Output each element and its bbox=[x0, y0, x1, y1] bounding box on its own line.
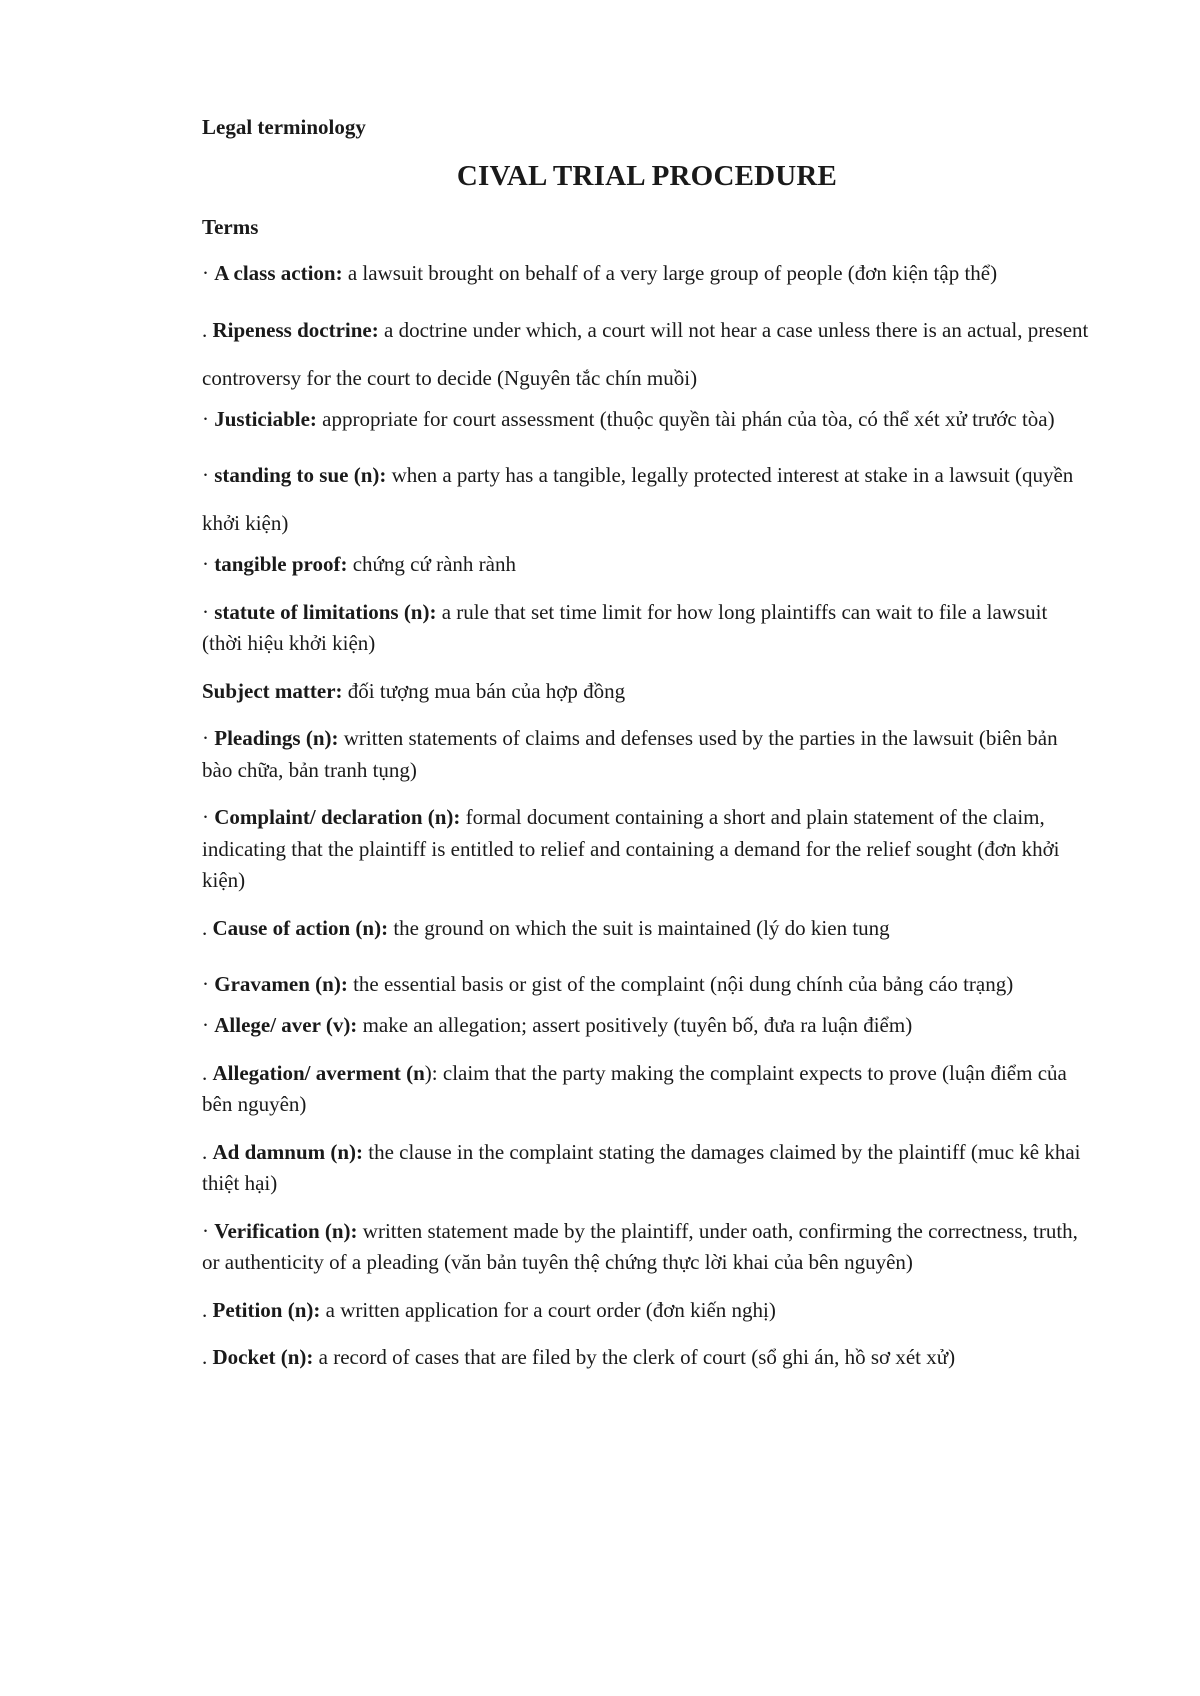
term-definition: appropriate for court assessment (thuộc quyền tài phán của tòa, có thể xét xử trước tòa) bbox=[322, 406, 1055, 431]
term-definition: the essential basis or gist of the complaint (nội dung chính của bảng cáo trạng) bbox=[353, 972, 1014, 996]
page-title: CIVAL TRIAL PROCEDURE bbox=[456, 160, 838, 192]
term-definition: written statements of claims and defenses used by the parties in the lawsuit (biên bản bào chữa, bản tranh tụng) bbox=[202, 726, 1058, 782]
section-heading-terms: Terms bbox=[202, 215, 259, 239]
term-entry bbox=[202, 723, 1092, 786]
term-name: Allegation/ averment (n bbox=[212, 1060, 425, 1085]
term-definition: the ground on which the suit is maintained (lý do kien tung bbox=[393, 915, 890, 940]
term-definition: a rule that set time limit for how long plaintiffs can wait to file a lawsuit (thời hiệu khởi kiện) bbox=[202, 599, 1048, 655]
term-entry bbox=[202, 1010, 1092, 1042]
term-bullet: · bbox=[202, 261, 215, 285]
term-bullet: . bbox=[202, 1060, 213, 1085]
term-definition: when a party has a tangible, legally protected interest at stake in a lawsuit (quyền khởi kiện) bbox=[202, 463, 1074, 535]
term-entry bbox=[202, 1216, 1092, 1279]
term-bullet: · bbox=[202, 805, 215, 829]
term-definition: a lawsuit brought on behalf of a very large group of people (đơn kiện tập thể) bbox=[347, 261, 998, 285]
term-name: A class action: bbox=[214, 261, 343, 285]
term-entry bbox=[202, 960, 1092, 1008]
term-name: Cause of action (n): bbox=[212, 915, 389, 940]
term-bullet: · bbox=[202, 552, 215, 576]
term-bullet: . bbox=[202, 1297, 213, 1322]
term-entry bbox=[202, 1342, 1092, 1374]
term-name: Docket (n): bbox=[212, 1345, 314, 1369]
term-bullet: . bbox=[202, 317, 213, 342]
term-entry bbox=[202, 258, 1092, 290]
term-name: Ripeness doctrine: bbox=[212, 317, 379, 342]
term-name: tangible proof: bbox=[214, 552, 348, 576]
term-name: Verification (n): bbox=[214, 1218, 358, 1243]
term-name: standing to sue (n): bbox=[214, 463, 387, 487]
term-name: Justiciable: bbox=[214, 406, 317, 431]
term-definition: a doctrine under which, a court will not hear a case unless there is an actual, present controversy for the court to decide (Nguyên tắc chín muồi) bbox=[202, 317, 1089, 390]
term-entry bbox=[202, 1058, 1092, 1121]
term-definition: ): claim that the party making the complaint expects to prove (luận điểm của bên nguyên) bbox=[202, 1060, 1067, 1116]
term-name: Ad damnum (n): bbox=[212, 1139, 364, 1164]
term-definition: written statement made by the plaintiff, under oath, confirming the correctness, truth, or authenticity of a pleading (văn bản tuyên thệ chứng thực lời khai của bên nguyên) bbox=[202, 1218, 1078, 1274]
terms-list bbox=[202, 258, 1092, 1374]
term-entry bbox=[202, 802, 1092, 897]
term-name: Pleadings (n): bbox=[214, 726, 339, 750]
document-label: Legal terminology bbox=[202, 115, 366, 139]
term-name: Subject matter: bbox=[202, 678, 343, 703]
term-entry bbox=[202, 451, 1092, 547]
term-bullet: . bbox=[202, 1345, 213, 1369]
term-definition: the clause in the complaint stating the damages claimed by the plaintiff (muc kê khai thiệt hại) bbox=[202, 1139, 1081, 1195]
term-bullet: · bbox=[202, 1013, 215, 1037]
term-definition: a record of cases that are filed by the clerk of court (sổ ghi án, hồ sơ xét xử) bbox=[318, 1345, 956, 1369]
term-entry bbox=[202, 306, 1092, 402]
term-entry bbox=[202, 913, 1092, 945]
term-entry bbox=[202, 676, 1092, 708]
term-bullet: · bbox=[202, 463, 215, 487]
term-name: Petition (n): bbox=[212, 1297, 321, 1322]
term-definition: chứng cứ rành rành bbox=[352, 552, 516, 576]
term-name: Complaint/ declaration (n): bbox=[214, 805, 461, 829]
term-bullet: . bbox=[202, 915, 213, 940]
term-entry bbox=[202, 1137, 1092, 1200]
term-entry bbox=[202, 597, 1092, 660]
document-page bbox=[202, 112, 1092, 1390]
term-bullet: . bbox=[202, 1139, 213, 1164]
term-definition: formal document containing a short and plain statement of the claim, indicating that the plaintiff is entitled to relief and containing a demand for the relief sought (đơn khởi kiện) bbox=[202, 805, 1060, 892]
term-bullet: · bbox=[202, 599, 215, 624]
term-entry bbox=[202, 404, 1092, 436]
term-definition: đối tượng mua bán của hợp đồng bbox=[347, 678, 626, 703]
term-entry bbox=[202, 549, 1092, 581]
term-bullet: · bbox=[202, 406, 215, 431]
term-bullet: · bbox=[202, 972, 215, 996]
term-definition: a written application for a court order (đơn kiến nghị) bbox=[325, 1297, 776, 1322]
term-name: Allege/ aver (v): bbox=[214, 1013, 358, 1037]
term-bullet: · bbox=[202, 1218, 215, 1243]
term-name: Gravamen (n): bbox=[214, 972, 348, 996]
term-bullet: · bbox=[202, 726, 215, 750]
term-entry bbox=[202, 1295, 1092, 1327]
term-definition: make an allegation; assert positively (tuyên bố, đưa ra luận điểm) bbox=[362, 1013, 913, 1037]
term-name: statute of limitations (n): bbox=[214, 599, 437, 624]
